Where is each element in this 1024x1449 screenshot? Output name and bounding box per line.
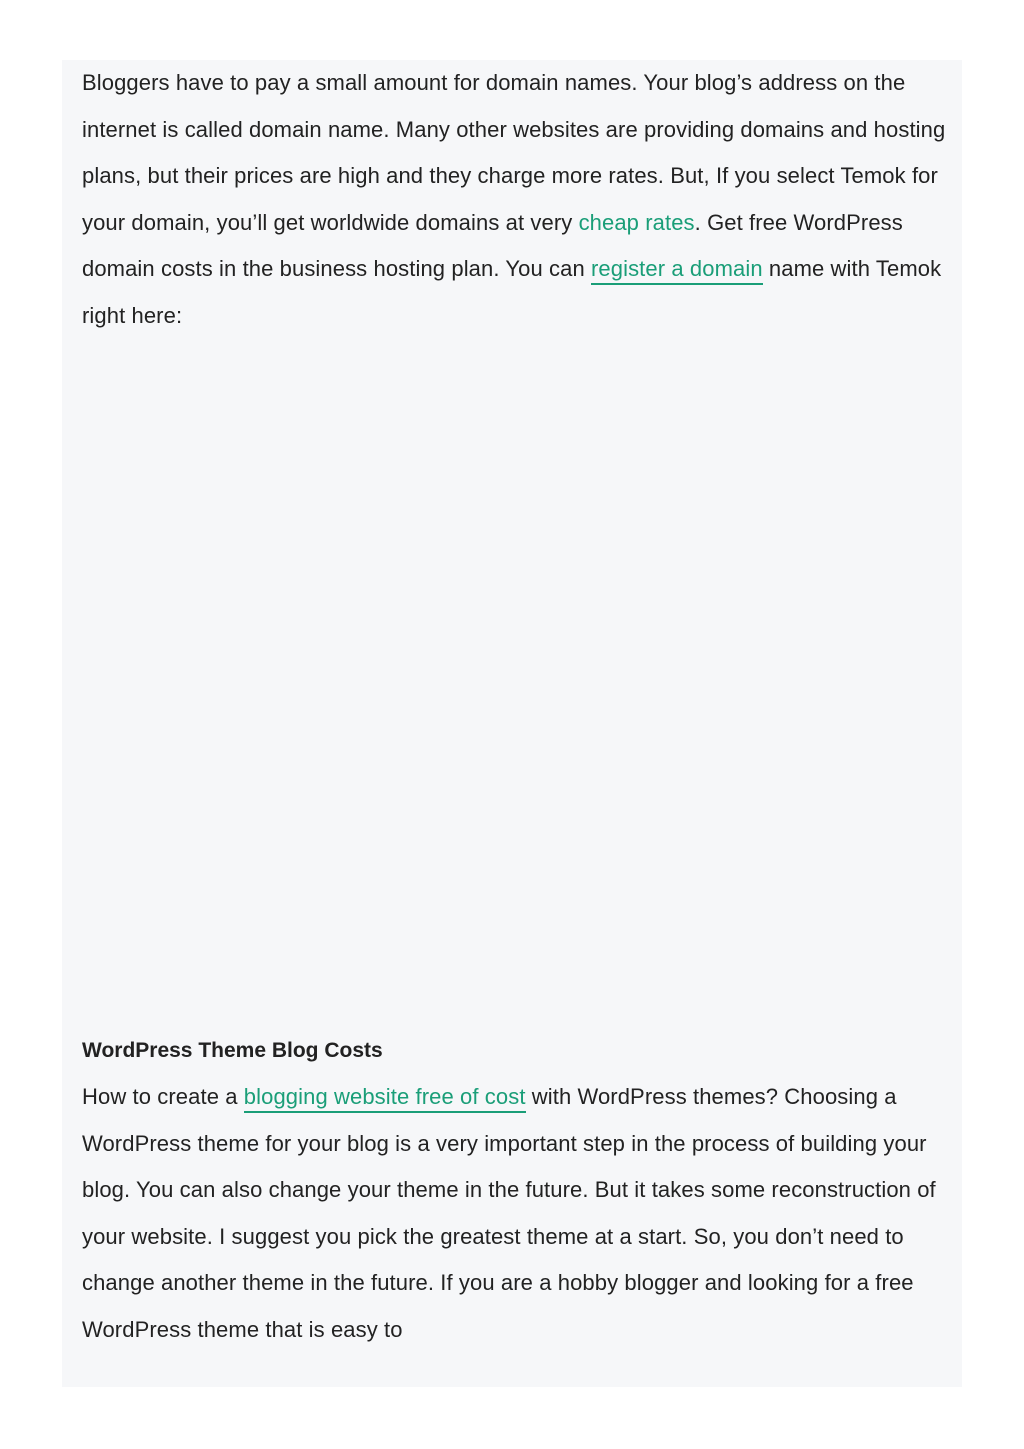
blank-embed-area: [82, 360, 942, 1020]
register-domain-link[interactable]: register a domain: [591, 256, 763, 285]
cheap-rates-link[interactable]: cheap rates: [578, 209, 695, 235]
paragraph-text: with WordPress themes? Choosing a WordPress theme for your blog is a very important step in the process of building your blog. You can also change your theme in the future. But it takes some reconstruction of your website. I suggest you pick the greatest theme at a start. So, you don’t need to change another theme in the future. If you are a hobby blogger and looking for a free WordPress theme that is easy to: [82, 1084, 936, 1342]
article-content-card: [62, 60, 962, 1387]
theme-cost-paragraph: [82, 1074, 947, 1353]
paragraph-text: How to create a: [82, 1084, 244, 1109]
blogging-website-free-link[interactable]: blogging website free of cost: [244, 1084, 526, 1113]
domain-cost-paragraph: [82, 60, 947, 339]
paragraph-text: Bloggers have to pay a small amount for domain names. Your blog’s address on the internet is called domain name. Many other websites are providing domains and hosting plans, but their prices are high and they charge more rates. But, If you select Temok for your domain, you’ll get worldwide domains at very: [82, 70, 946, 235]
paragraph-text: . Get free WordPress domain costs in the business hosting plan. You can: [82, 209, 903, 281]
paragraph-text: name with Temok right here:: [82, 256, 942, 328]
section-heading: WordPress Theme Blog Costs: [82, 1039, 383, 1062]
